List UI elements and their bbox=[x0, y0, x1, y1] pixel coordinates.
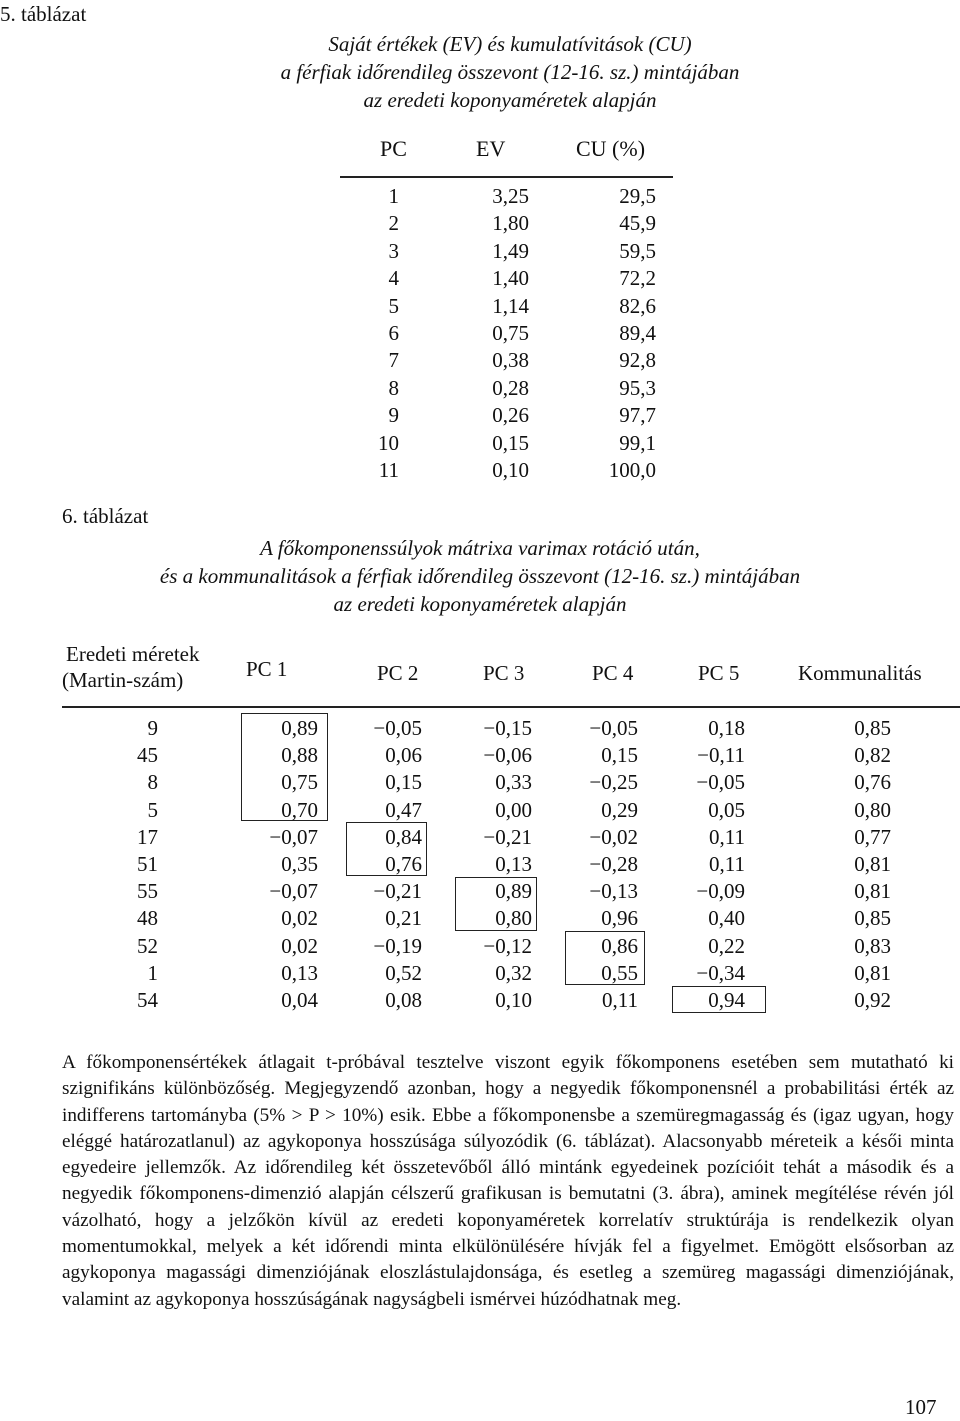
table-row bbox=[0, 798, 960, 825]
table-row bbox=[340, 403, 680, 430]
ev-cell: 0,28 bbox=[492, 375, 529, 400]
pc5-cell: −0,05 bbox=[696, 770, 745, 795]
pc3-cell: 0,33 bbox=[495, 770, 532, 795]
ev-cell: 3,25 bbox=[492, 184, 529, 208]
pc-cell: 2 bbox=[388, 211, 399, 236]
table6-header-pc2: PC 2 bbox=[377, 661, 419, 685]
measure-cell: 45 bbox=[137, 743, 158, 768]
table5-label: 5. táblázat bbox=[0, 2, 87, 26]
table-row bbox=[0, 716, 960, 743]
pc3-cell: 0,13 bbox=[495, 851, 532, 876]
table-row bbox=[340, 211, 680, 238]
pc1-cell: 0,75 bbox=[281, 770, 318, 795]
table5-title-line: Saját értékek (EV) és kumulatívitások (CU) bbox=[328, 32, 692, 56]
pc3-cell: −0,12 bbox=[483, 933, 532, 958]
pc2-cell: 0,06 bbox=[385, 743, 422, 768]
table-row bbox=[340, 321, 680, 348]
table6-header-original-2: (Martin-szám) bbox=[62, 668, 184, 692]
table6-title bbox=[60, 534, 900, 618]
ev-cell: 0,15 bbox=[492, 430, 529, 455]
table5-header-rule bbox=[340, 176, 673, 178]
pc5-cell: 0,22 bbox=[708, 933, 745, 958]
communality-cell: 0,80 bbox=[854, 797, 891, 822]
pc1-cell: 0,70 bbox=[281, 797, 318, 822]
table6-header-rule bbox=[62, 706, 960, 708]
table6-title-line: A főkomponenssúlyok mátrixa varimax rotáció után, bbox=[260, 536, 700, 560]
pc4-cell: 0,96 bbox=[601, 906, 638, 931]
table-row bbox=[0, 852, 960, 879]
pc-cell: 6 bbox=[388, 320, 399, 345]
ev-cell: 0,75 bbox=[492, 320, 529, 345]
pc1-cell: 0,88 bbox=[281, 743, 318, 768]
pc4-cell: −0,28 bbox=[589, 851, 638, 876]
pc2-cell: 0,15 bbox=[385, 770, 422, 795]
communality-cell: 0,85 bbox=[854, 906, 891, 931]
table-row bbox=[0, 879, 960, 906]
cu-cell: 92,8 bbox=[619, 348, 656, 373]
pc2-cell: 0,52 bbox=[385, 960, 422, 985]
ev-cell: 1,14 bbox=[492, 293, 529, 318]
table5-header-ev: EV bbox=[476, 136, 506, 161]
pc4-cell: 0,15 bbox=[601, 743, 638, 768]
communality-cell: 0,81 bbox=[854, 851, 891, 876]
cu-cell: 82,6 bbox=[619, 293, 656, 318]
pc4-cell: −0,02 bbox=[589, 824, 638, 849]
pc5-cell: −0,34 bbox=[696, 960, 745, 985]
pc1-cell: 0,13 bbox=[281, 960, 318, 985]
table6-header-pc3: PC 3 bbox=[483, 661, 525, 685]
table6-label: 6. táblázat bbox=[62, 504, 149, 528]
table-row bbox=[0, 743, 960, 770]
pc2-cell: 0,47 bbox=[385, 797, 422, 822]
table6-header-pc5: PC 5 bbox=[698, 661, 740, 685]
pc2-cell: −0,19 bbox=[373, 933, 422, 958]
measure-cell: 9 bbox=[147, 716, 158, 740]
pc5-cell: 0,05 bbox=[708, 797, 745, 822]
table-row bbox=[0, 825, 960, 852]
pc5-cell: −0,09 bbox=[696, 879, 745, 904]
cu-cell: 100,0 bbox=[608, 457, 656, 482]
communality-cell: 0,76 bbox=[854, 770, 891, 795]
pc3-cell: 0,00 bbox=[495, 797, 532, 822]
cu-cell: 95,3 bbox=[619, 375, 656, 400]
pc2-cell: −0,21 bbox=[373, 879, 422, 904]
measure-cell: 51 bbox=[137, 851, 158, 876]
measure-cell: 17 bbox=[137, 824, 158, 849]
pc4-cell: 0,86 bbox=[601, 933, 638, 958]
pc1-cell: 0,35 bbox=[281, 851, 318, 876]
pc2-cell: 0,21 bbox=[385, 906, 422, 931]
communality-cell: 0,81 bbox=[854, 960, 891, 985]
pc-cell: 7 bbox=[388, 348, 399, 373]
pc3-cell: −0,21 bbox=[483, 824, 532, 849]
table6-body bbox=[0, 716, 960, 1015]
pc1-cell: 0,89 bbox=[281, 716, 318, 740]
ev-cell: 1,40 bbox=[492, 266, 529, 291]
communality-cell: 0,77 bbox=[854, 824, 891, 849]
pc4-cell: 0,55 bbox=[601, 960, 638, 985]
pc5-cell: 0,11 bbox=[709, 851, 745, 876]
pc-cell: 4 bbox=[388, 266, 399, 291]
pc3-cell: 0,89 bbox=[495, 879, 532, 904]
table5-header-cu: CU (%) bbox=[576, 136, 646, 161]
table-row bbox=[0, 988, 960, 1015]
cu-cell: 59,5 bbox=[619, 238, 656, 263]
body-paragraph: A főkomponensértékek átlagait t-próbával tesztelve viszont egyik főkomponens esetében sem mutatható ki szignifikáns különbözőség. Megjegyzendő azonban, hogy a negyedik főkomponensnél a probabilitási érték az indifferens tartományba (5% > P > 10%) esik. Ebbe a főkomponensbe a szemüregmagasság és (igaz ugyan, hogy eléggé határozatlanul) az agykoponya hosszúsága súlyozódik (6. táblázat). Alacsonyabb méreteik a késői minta egyedeire jellemzők. Az időrendileg két összetevőből álló mintánk egyedeinek pozícióit tehát a második és a negyedik főkomponens-dimenzió alapján célszerű grafikusan is bemutatni (3. ábra), aminek megítélése révén jól vázolható, hogy a jelzőkön kívül az eredeti koponyaméretek korrelatív struktúrája is rendelkezik olyan momentumokkal, melyek a két időrendi minta elkülönülésére hívják fel a figyelmet. Emögött elsősorban az agykoponya magassági dimenziójának eloszlástulajdonsága, és esetleg a szemüreg magassági dimenziójának, valamint az agykoponya hosszúságának nagyságbeli ismérvei húzódhatnak meg. bbox=[62, 1052, 954, 1310]
table-row bbox=[340, 348, 680, 375]
table-row bbox=[340, 458, 680, 485]
pc3-cell: −0,15 bbox=[483, 716, 532, 740]
table6-title-line: és a kommunalitások a férfiak időrendileg összevont (12-16. sz.) mintájában bbox=[159, 564, 801, 588]
pc3-cell: 0,10 bbox=[495, 987, 532, 1012]
pc1-cell: −0,07 bbox=[269, 879, 318, 904]
table5-header-pc: PC bbox=[380, 136, 407, 161]
table6-header-pc4: PC 4 bbox=[592, 661, 634, 685]
table6-header-communality: Kommunalitás bbox=[798, 661, 922, 685]
pc4-cell: −0,13 bbox=[589, 879, 638, 904]
table-row bbox=[0, 770, 960, 797]
pc1-cell: 0,02 bbox=[281, 906, 318, 931]
pc3-cell: 0,80 bbox=[495, 906, 532, 931]
pc5-cell: 0,94 bbox=[708, 987, 745, 1012]
table5-title-line: az eredeti koponyaméretek alapján bbox=[363, 88, 657, 112]
pc1-cell: 0,04 bbox=[281, 987, 318, 1012]
table6-header-original-1: Eredeti méretek bbox=[66, 642, 200, 666]
pc3-cell: −0,06 bbox=[483, 743, 532, 768]
table-row bbox=[0, 906, 960, 933]
pc4-cell: −0,05 bbox=[589, 716, 638, 740]
pc4-cell: 0,11 bbox=[602, 987, 638, 1012]
table5-title-line: a férfiak időrendileg összevont (12-16. sz.) mintájában bbox=[280, 60, 740, 84]
table5-title bbox=[200, 30, 820, 114]
pc3-cell: 0,32 bbox=[495, 960, 532, 985]
pc5-cell: 0,18 bbox=[708, 716, 745, 740]
table-row bbox=[0, 961, 960, 988]
cu-cell: 99,1 bbox=[619, 430, 656, 455]
pc5-cell: 0,40 bbox=[708, 906, 745, 931]
ev-cell: 1,80 bbox=[492, 211, 529, 236]
pc-cell: 10 bbox=[378, 430, 399, 455]
pc5-cell: 0,11 bbox=[709, 824, 745, 849]
table-row bbox=[340, 376, 680, 403]
measure-cell: 8 bbox=[147, 770, 158, 795]
cu-cell: 89,4 bbox=[619, 320, 656, 345]
table-row bbox=[340, 184, 680, 211]
cu-cell: 97,7 bbox=[619, 403, 656, 428]
measure-cell: 54 bbox=[137, 987, 158, 1012]
table6-header-pc1: PC 1 bbox=[246, 657, 288, 681]
ev-cell: 0,26 bbox=[492, 403, 529, 428]
communality-cell: 0,82 bbox=[854, 743, 891, 768]
communality-cell: 0,83 bbox=[854, 933, 891, 958]
measure-cell: 1 bbox=[147, 960, 158, 985]
pc4-cell: 0,29 bbox=[601, 797, 638, 822]
pc2-cell: 0,76 bbox=[385, 851, 422, 876]
communality-cell: 0,92 bbox=[854, 987, 891, 1012]
table6-title-line: az eredeti koponyaméretek alapján bbox=[333, 592, 627, 616]
pc-cell: 8 bbox=[388, 375, 399, 400]
cu-cell: 45,9 bbox=[619, 211, 656, 236]
table-row bbox=[0, 934, 960, 961]
measure-cell: 52 bbox=[137, 933, 158, 958]
communality-cell: 0,85 bbox=[854, 716, 891, 740]
pc5-cell: −0,11 bbox=[697, 743, 745, 768]
pc-cell: 1 bbox=[388, 184, 399, 208]
page-number: 107 bbox=[905, 1395, 937, 1419]
ev-cell: 1,49 bbox=[492, 238, 529, 263]
table-row bbox=[340, 294, 680, 321]
measure-cell: 48 bbox=[137, 906, 158, 931]
table-row bbox=[340, 431, 680, 458]
pc4-cell: −0,25 bbox=[589, 770, 638, 795]
pc2-cell: −0,05 bbox=[373, 716, 422, 740]
pc-cell: 3 bbox=[388, 238, 399, 263]
pc-cell: 11 bbox=[378, 457, 399, 482]
cu-cell: 72,2 bbox=[619, 266, 656, 291]
pc1-cell: 0,02 bbox=[281, 933, 318, 958]
ev-cell: 0,38 bbox=[492, 348, 529, 373]
pc-cell: 9 bbox=[388, 403, 399, 428]
pc2-cell: 0,08 bbox=[385, 987, 422, 1012]
pc2-cell: 0,84 bbox=[385, 824, 422, 849]
table5-body bbox=[340, 184, 680, 485]
pc1-cell: −0,07 bbox=[269, 824, 318, 849]
measure-cell: 55 bbox=[137, 879, 158, 904]
table-row bbox=[340, 239, 680, 266]
communality-cell: 0,81 bbox=[854, 879, 891, 904]
measure-cell: 5 bbox=[147, 797, 158, 822]
ev-cell: 0,10 bbox=[492, 457, 529, 482]
pc-cell: 5 bbox=[388, 293, 399, 318]
cu-cell: 29,5 bbox=[619, 184, 656, 208]
table-row bbox=[340, 266, 680, 293]
